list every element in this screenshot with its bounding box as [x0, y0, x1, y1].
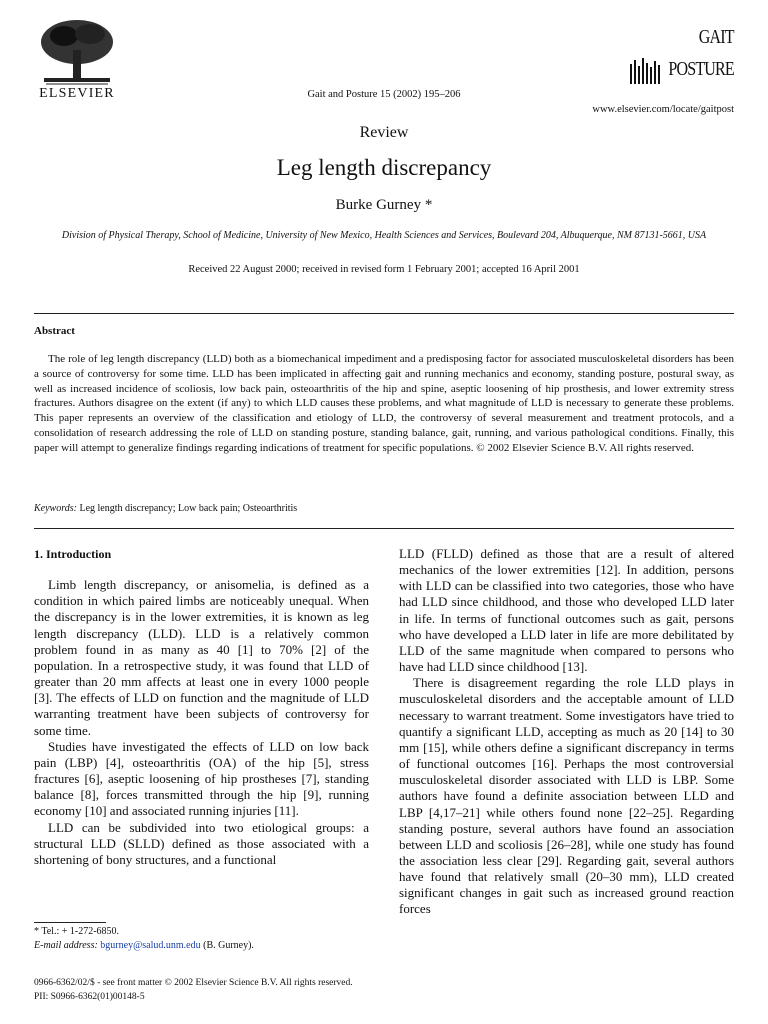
- logo-bars-icon: [630, 58, 660, 84]
- left-column: [34, 546, 369, 868]
- body-paragraph: LLD (FLLD) defined as those that are a result of altered mechanics of the lower extremities [12]. In addition, persons with LLD can be classified into two categories, those who have had LLD since childhood, and those who developed LLD later in life. In terms of functional outcomes such as gait, persons who have developed a LLD later in life are more debilitated by LLD of the same magnitude when compared to persons who have had LLD since childhood [13].: [399, 546, 734, 675]
- copyright-line: 0966-6362/02/$ - see front matter © 2002 Elsevier Science B.V. All rights reserved.: [34, 978, 353, 988]
- divider-top: [34, 313, 734, 314]
- article-title: Leg length discrepancy: [276, 155, 492, 180]
- publisher-name: ELSEVIER: [39, 86, 115, 101]
- elsevier-tree-logo-icon: [34, 16, 120, 86]
- body-paragraph: There is disagreement regarding the role LLD plays in musculoskeletal disorders and the acceptable amount of LLD necessary to warrant treatment. Some investigators have tried to quantify a significant LLD, accepting as much as 20 [14] to 30 mm [15], while others define a significant discrepancy in terms of functional outcomes [16]. Perhaps the most controversial musculoskeletal disorder associated with LLD is LBP. Some authors have found a definite association between LLD and LBP [4,17–21] while others found none [22–25]. Regarding standing posture, several authors have found an association between LLD and scoliosis [26–28], while one study has found the association less clear [29]. Regarding gait, several authors have found that relatively small (20–30 mm), LLD created significant changes in gait such as increased ground reaction forces: [399, 675, 734, 917]
- footnote-divider: [34, 922, 106, 923]
- article-dates: Received 22 August 2000; received in revised form 1 February 2001; accepted 16 April 2001: [188, 264, 580, 275]
- author-name: Burke Gurney *: [335, 197, 433, 213]
- divider-middle: [34, 528, 734, 529]
- email-link[interactable]: bgurney@salud.unm.edu: [100, 940, 201, 951]
- journal-url[interactable]: www.elsevier.com/locate/gaitpost: [592, 104, 734, 115]
- right-column: [399, 546, 734, 918]
- body-paragraph: Limb length discrepancy, or anisomelia, is defined as a condition in which paired limbs are noticeably unequal. When the discrepancy is in the lower extremities, it is known as leg length discrepancy (LLD). LLD is a relatively common problem found in as many as 40 [1] to 70% [2] of the population. In a retrospective study, it was found that LLD of greater than 20 mm affects at least one in every 1000 people [3]. The effects of LLD on function and the magnitude of LLD warranting treatment have been subjects of controversy for some time.: [34, 577, 369, 738]
- logo-line-2: POSTURE: [668, 58, 734, 80]
- footnote-telephone: * Tel.: + 1-272-6850.: [34, 926, 120, 937]
- section-heading: 1. Introduction: [34, 547, 112, 561]
- logo-line-1: GAIT: [698, 26, 734, 48]
- pii-line: PII: S0966-6362(01)00148-5: [34, 992, 145, 1002]
- body-paragraph: Studies have investigated the effects of LLD on low back pain (LBP) [4], osteoarthritis (OA) of the hip [5], stress fractures [6], aseptic loosening of hip prostheses [7], standing balance [8], forces transmitted through the hip [9], running economy [10] and associated running injuries [11].: [34, 738, 369, 819]
- keywords-label: Keywords:: [34, 503, 77, 514]
- article-section: Review: [359, 124, 409, 141]
- email-label: E-mail address:: [34, 940, 98, 951]
- journal-reference: Gait and Posture 15 (2002) 195–206: [307, 89, 461, 100]
- gait-posture-logo: [630, 24, 734, 94]
- keywords-line: [34, 503, 297, 514]
- footnote-email: [34, 940, 254, 951]
- email-suffix: (B. Gurney).: [203, 940, 254, 951]
- abstract-text: The role of leg length discrepancy (LLD) both as a biomechanical impediment and a predisposing factor for associated musculoskeletal disorders has been a source of controversy for some time. LLD has been implicated in affecting gait and running mechanics and economy, standing posture, postural sway, as well as increased incidence of scoliosis, low back pain, osteoarthritis of the hip and spine, aseptic loosening of hip prosthesis, and lower extremity stress fractures. Authors disagree on the extent (if any) to which LLD causes these problems, and what magnitude of LLD is necessary to generate these problems. This paper represents an overview of the classification and etiology of LLD, the controversy of several measurement and treatment protocols, and a consolidation of research addressing the role of LLD on standing posture, standing balance, gait, running, and various pathological conditions. Finally, this paper will attempt to generalize findings regarding indications of treatment for specific populations. © 2002 Elsevier Science B.V. All rights reserved.: [34, 353, 734, 454]
- body-paragraph: LLD can be subdivided into two etiological groups: a structural LLD (SLLD) defined as those associated with a shortening of bony structures, and a functional: [34, 819, 369, 867]
- keywords-values: Leg length discrepancy; Low back pain; Osteoarthritis: [79, 503, 298, 514]
- author-affiliation: Division of Physical Therapy, School of Medicine, University of New Mexico, Health Sciences and Services, Boulevard 204, Albuquerque, NM 87131-5661, USA: [61, 230, 707, 241]
- abstract-heading: Abstract: [34, 325, 75, 337]
